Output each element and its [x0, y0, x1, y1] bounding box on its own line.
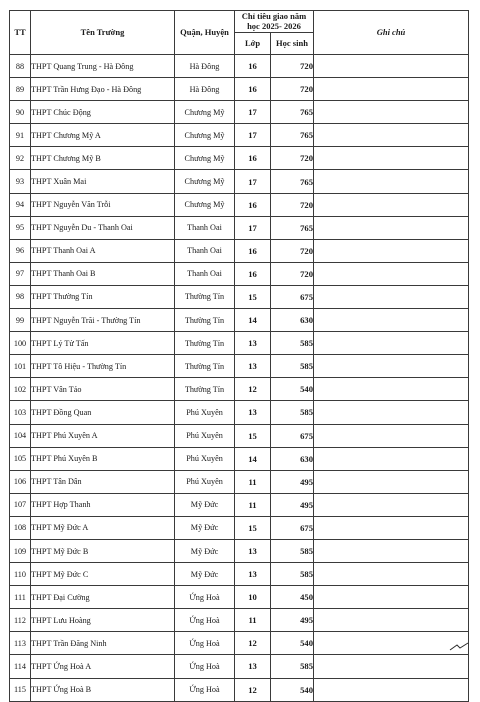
quota-header-line2: học 2025- 2026 [247, 20, 301, 31]
student-count: 720 [271, 78, 314, 101]
district-name: Thường Tín [175, 378, 235, 401]
note-cell [314, 516, 469, 539]
row-number: 96 [10, 239, 31, 262]
student-count: 630 [271, 447, 314, 470]
note-cell [314, 262, 469, 285]
table-row [10, 516, 469, 539]
table-row [10, 239, 469, 262]
note-cell [314, 378, 469, 401]
district-name: Chương Mỹ [175, 170, 235, 193]
class-count: 13 [235, 332, 271, 355]
class-count: 10 [235, 586, 271, 609]
school-name: THPT Hợp Thanh [31, 493, 175, 516]
district-name: Ứng Hoà [175, 609, 235, 632]
table-row [10, 124, 469, 147]
row-number: 88 [10, 55, 31, 78]
school-name: THPT Phú Xuyên B [31, 447, 175, 470]
student-count: 495 [271, 493, 314, 516]
student-count: 585 [271, 539, 314, 562]
table-row [10, 147, 469, 170]
district-name: Chương Mỹ [175, 147, 235, 170]
note-cell [314, 447, 469, 470]
school-name: THPT Trần Đăng Ninh [31, 632, 175, 655]
row-number: 109 [10, 539, 31, 562]
class-count: 13 [235, 355, 271, 378]
table-row [10, 55, 469, 78]
district-name: Ứng Hoà [175, 678, 235, 701]
class-count: 13 [235, 539, 271, 562]
note-cell [314, 216, 469, 239]
student-count: 675 [271, 285, 314, 308]
district-name: Mỹ Đức [175, 516, 235, 539]
class-count: 11 [235, 609, 271, 632]
class-count: 17 [235, 101, 271, 124]
student-count: 675 [271, 516, 314, 539]
class-count: 16 [235, 239, 271, 262]
class-count: 17 [235, 124, 271, 147]
district-name: Thanh Oai [175, 239, 235, 262]
row-number: 92 [10, 147, 31, 170]
school-name: THPT Phú Xuyên A [31, 424, 175, 447]
table-row [10, 355, 469, 378]
row-number: 107 [10, 493, 31, 516]
class-count: 14 [235, 309, 271, 332]
class-count: 12 [235, 632, 271, 655]
student-count: 720 [271, 239, 314, 262]
student-count: 540 [271, 378, 314, 401]
class-count: 14 [235, 447, 271, 470]
row-number: 91 [10, 124, 31, 147]
district-name: Chương Mỹ [175, 101, 235, 124]
note-cell [314, 609, 469, 632]
table-row [10, 216, 469, 239]
district-name: Thường Tín [175, 309, 235, 332]
note-cell [314, 493, 469, 516]
row-number: 115 [10, 678, 31, 701]
student-count: 765 [271, 101, 314, 124]
note-cell [314, 55, 469, 78]
school-name: THPT Lý Tử Tấn [31, 332, 175, 355]
student-count: 585 [271, 401, 314, 424]
table-row [10, 493, 469, 516]
note-cell [314, 332, 469, 355]
table-row [10, 101, 469, 124]
note-header: Ghi chú [314, 11, 469, 55]
student-count: 585 [271, 332, 314, 355]
row-number: 111 [10, 586, 31, 609]
school-name: THPT Vân Tảo [31, 378, 175, 401]
school-name: THPT Ứng Hoà B [31, 678, 175, 701]
student-count: 450 [271, 586, 314, 609]
table-row [10, 78, 469, 101]
school-name: THPT Tân Dân [31, 470, 175, 493]
school-name: THPT Thanh Oai B [31, 262, 175, 285]
school-name: THPT Nguyễn Trãi - Thường Tín [31, 309, 175, 332]
row-number: 104 [10, 424, 31, 447]
class-count: 17 [235, 216, 271, 239]
table-row [10, 632, 469, 655]
row-number: 110 [10, 563, 31, 586]
row-number: 100 [10, 332, 31, 355]
table-row [10, 447, 469, 470]
student-count: 765 [271, 216, 314, 239]
district-name: Thường Tín [175, 285, 235, 308]
corner-pen-mark [448, 642, 470, 652]
class-count: 16 [235, 193, 271, 216]
note-cell [314, 539, 469, 562]
note-cell [314, 101, 469, 124]
district-name: Thường Tín [175, 332, 235, 355]
district-name: Thanh Oai [175, 262, 235, 285]
note-cell [314, 355, 469, 378]
class-count: 13 [235, 563, 271, 586]
row-number: 93 [10, 170, 31, 193]
table-row [10, 424, 469, 447]
table-row [10, 332, 469, 355]
note-cell [314, 78, 469, 101]
school-name: THPT Tô Hiệu - Thường Tín [31, 355, 175, 378]
note-cell [314, 170, 469, 193]
row-number: 94 [10, 193, 31, 216]
row-number: 106 [10, 470, 31, 493]
class-count: 13 [235, 401, 271, 424]
school-name: THPT Thanh Oai A [31, 239, 175, 262]
district-name: Ứng Hoà [175, 655, 235, 678]
row-number: 97 [10, 262, 31, 285]
student-count: 495 [271, 609, 314, 632]
table-row [10, 563, 469, 586]
table-row [10, 655, 469, 678]
row-number: 95 [10, 216, 31, 239]
class-count: 15 [235, 285, 271, 308]
district-header: Quận, Huyện [175, 11, 235, 55]
school-name: THPT Chúc Động [31, 101, 175, 124]
school-name: THPT Quang Trung - Hà Đông [31, 55, 175, 78]
table-row [10, 193, 469, 216]
student-count: 720 [271, 193, 314, 216]
district-name: Hà Đông [175, 55, 235, 78]
student-count: 720 [271, 55, 314, 78]
table-row [10, 401, 469, 424]
school-name: THPT Xuân Mai [31, 170, 175, 193]
students-header: Học sinh [271, 33, 314, 55]
class-count: 11 [235, 493, 271, 516]
student-count: 630 [271, 309, 314, 332]
row-number: 114 [10, 655, 31, 678]
tt-header: TT [10, 11, 31, 55]
district-name: Phú Xuyên [175, 424, 235, 447]
note-cell [314, 632, 469, 655]
district-name: Mỹ Đức [175, 563, 235, 586]
note-cell [314, 147, 469, 170]
row-number: 108 [10, 516, 31, 539]
student-count: 765 [271, 170, 314, 193]
note-cell [314, 424, 469, 447]
district-name: Phú Xuyên [175, 447, 235, 470]
district-name: Ứng Hoà [175, 632, 235, 655]
school-name: THPT Trần Hưng Đạo - Hà Đông [31, 78, 175, 101]
district-name: Chương Mỹ [175, 124, 235, 147]
district-name: Chương Mỹ [175, 193, 235, 216]
school-name: THPT Nguyễn Văn Trỗi [31, 193, 175, 216]
student-count: 585 [271, 563, 314, 586]
note-cell [314, 193, 469, 216]
school-quota-table [9, 10, 469, 702]
district-name: Phú Xuyên [175, 470, 235, 493]
row-number: 112 [10, 609, 31, 632]
note-cell [314, 586, 469, 609]
table-row [10, 539, 469, 562]
school-name: THPT Mỹ Đức C [31, 563, 175, 586]
row-number: 90 [10, 101, 31, 124]
note-cell [314, 563, 469, 586]
row-number: 89 [10, 78, 31, 101]
class-count: 11 [235, 470, 271, 493]
class-count: 12 [235, 378, 271, 401]
note-cell [314, 655, 469, 678]
student-count: 765 [271, 124, 314, 147]
class-count: 17 [235, 170, 271, 193]
note-cell [314, 470, 469, 493]
note-cell [314, 239, 469, 262]
student-count: 675 [271, 424, 314, 447]
table-row [10, 586, 469, 609]
student-count: 495 [271, 470, 314, 493]
table-row [10, 170, 469, 193]
table-row [10, 678, 469, 701]
school-name-header: Tên Trường [31, 11, 175, 55]
note-cell [314, 309, 469, 332]
district-name: Ứng Hoà [175, 586, 235, 609]
table-row [10, 609, 469, 632]
classes-header: Lớp [235, 33, 271, 55]
class-count: 12 [235, 678, 271, 701]
school-name: THPT Chương Mỹ B [31, 147, 175, 170]
table-row [10, 285, 469, 308]
header-row [10, 11, 469, 33]
quota-header-line1: Chỉ tiêu giao năm [241, 11, 307, 22]
row-number: 103 [10, 401, 31, 424]
district-name: Thanh Oai [175, 216, 235, 239]
row-number: 102 [10, 378, 31, 401]
quota-header [235, 11, 314, 33]
student-count: 720 [271, 262, 314, 285]
table-row [10, 470, 469, 493]
row-number: 98 [10, 285, 31, 308]
school-name: THPT Đồng Quan [31, 401, 175, 424]
student-count: 540 [271, 678, 314, 701]
table-body [10, 55, 469, 702]
student-count: 585 [271, 355, 314, 378]
school-name: THPT Lưu Hoàng [31, 609, 175, 632]
school-name: THPT Nguyễn Du - Thanh Oai [31, 216, 175, 239]
class-count: 15 [235, 424, 271, 447]
student-count: 540 [271, 632, 314, 655]
student-count: 585 [271, 655, 314, 678]
school-name: THPT Thường Tín [31, 285, 175, 308]
student-count: 720 [271, 147, 314, 170]
row-number: 113 [10, 632, 31, 655]
school-name: THPT Mỹ Đức B [31, 539, 175, 562]
district-name: Mỹ Đức [175, 493, 235, 516]
table-row [10, 309, 469, 332]
school-name: THPT Đại Cường [31, 586, 175, 609]
school-name: THPT Mỹ Đức A [31, 516, 175, 539]
row-number: 99 [10, 309, 31, 332]
district-name: Hà Đông [175, 78, 235, 101]
school-name: THPT Chương Mỹ A [31, 124, 175, 147]
class-count: 13 [235, 655, 271, 678]
district-name: Mỹ Đức [175, 539, 235, 562]
table-row [10, 262, 469, 285]
class-count: 16 [235, 147, 271, 170]
note-cell [314, 285, 469, 308]
class-count: 16 [235, 55, 271, 78]
row-number: 105 [10, 447, 31, 470]
class-count: 16 [235, 78, 271, 101]
table-row [10, 378, 469, 401]
class-count: 15 [235, 516, 271, 539]
school-name: THPT Ứng Hoà A [31, 655, 175, 678]
row-number: 101 [10, 355, 31, 378]
note-cell [314, 401, 469, 424]
note-cell [314, 678, 469, 701]
district-name: Thường Tín [175, 355, 235, 378]
class-count: 16 [235, 262, 271, 285]
note-cell [314, 124, 469, 147]
district-name: Phú Xuyên [175, 401, 235, 424]
